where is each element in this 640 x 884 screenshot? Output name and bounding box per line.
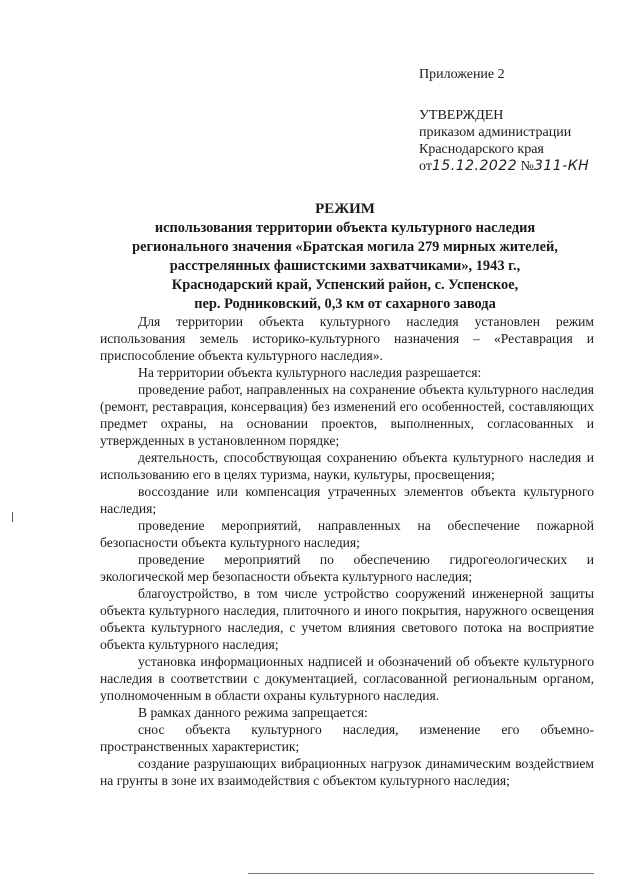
paragraph: Для территории объекта культурного наследия установлен режим использования земель историко-культурного назначения – «Реставрация и приспособление объекта культурного наследия». — [100, 314, 594, 363]
annex-label: Приложение 2 — [419, 67, 505, 82]
date-prefix: от — [419, 159, 432, 174]
number-prefix: № — [520, 159, 534, 174]
handwritten-date: 15.12.2022 — [431, 158, 518, 174]
region-line: Краснодарского края — [419, 142, 544, 157]
title-line: регионального значения «Братская могила 279 мирных жителей, — [132, 239, 558, 255]
approved-label: УТВЕРЖДЕН — [419, 108, 504, 123]
document-body — [100, 313, 594, 789]
title-line: использования территории объекта культурного наследия — [154, 220, 536, 236]
approval-block — [419, 66, 619, 175]
paragraph: проведение работ, направленных на сохранение объекта культурного наследия (ремонт, реставрация, консервация) без изменений его особенностей, составляющих предмет охраны, на основании проектов, выполненных, согласованных и утвержденных в установленном порядке; — [100, 382, 594, 448]
margin-mark — [12, 512, 13, 522]
paragraph: установка информационных надписей и обозначений об объекте культурного наследия в соответствии с документацией, согласованной региональным органом, уполномоченным в области охраны культурного наследия. — [100, 654, 594, 703]
paragraph: воссоздание или компенсация утраченных элементов объекта культурного наследия; — [100, 484, 594, 516]
title-line: Краснодарский край, Успенский район, с. Успенское, — [171, 277, 519, 293]
paragraph: проведение мероприятий, направленных на обеспечение пожарной безопасности объекта культурного наследия; — [100, 518, 594, 550]
paragraph: создание разрушающих вибрационных нагрузок динамическим воздействием на грунты в зоне их взаимодействия с объектом культурного наследия; — [100, 756, 594, 788]
order-line: приказом администрации — [419, 125, 572, 140]
paragraph: На территории объекта культурного наследия разрешается: — [138, 365, 482, 380]
paragraph: снос объекта культурного наследия, изменение его объемно-пространственных характеристик; — [100, 722, 594, 754]
document-title — [100, 200, 590, 314]
paragraph: проведение мероприятий по обеспечению гидрогеологических и экологической мер безопасности объекта культурного наследия; — [100, 552, 594, 584]
page-bottom-rule — [248, 873, 594, 874]
title-main: РЕЖИМ — [315, 201, 375, 217]
paragraph: благоустройство, в том числе устройство сооружений инженерной защиты объекта культурного наследия, плиточного и иного покрытия, наружного освещения объекта культурного наследия, с учетом влияния светового потока на восприятие объекта культурного наследия; — [100, 586, 594, 652]
handwritten-number: 311-КН — [533, 158, 590, 174]
title-line: расстрелянных фашистскими захватчиками», 1943 г., — [169, 258, 521, 274]
order-date-line — [419, 158, 619, 175]
paragraph: В рамках данного режима запрещается: — [138, 705, 368, 720]
title-line: пер. Родниковский, 0,3 км от сахарного завода — [194, 296, 496, 312]
paragraph: деятельность, способствующая сохранению объекта культурного наследия и использованию его в целях туризма, науки, культуры, просвещения; — [100, 450, 594, 482]
